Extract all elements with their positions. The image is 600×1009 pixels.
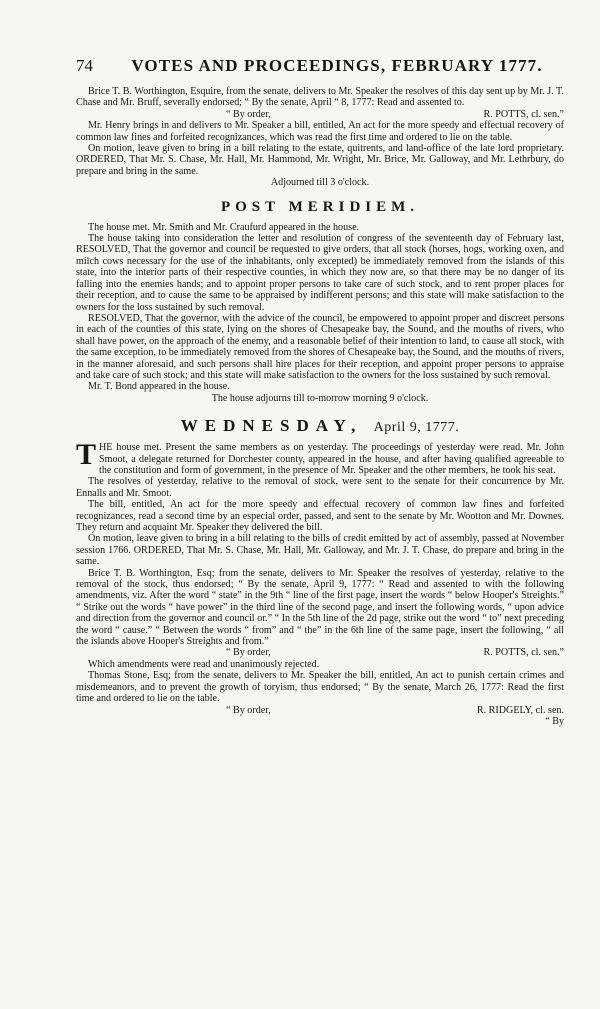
drop-cap: T [76, 438, 97, 472]
page-content [76, 56, 564, 727]
clerk-signature: R. POTTS, cl. sen.” [483, 647, 564, 659]
page-number: 74 [76, 56, 93, 75]
section-heading-wednesday [76, 416, 564, 436]
clerk-signature: R. POTTS, cl. sen.” [483, 108, 564, 120]
signature-line [76, 109, 564, 120]
paragraph: Which amendments were read and unanimously rejected. [88, 658, 320, 670]
paragraph [76, 438, 564, 476]
paragraph-text: HE house met. Present the same members as on yesterday. The proceedings of yesterday were read. Mr. John Smoot, a delegate returned for Dorchester county, appeared in the house, and after having qualified agreeable to the constitution and form of government, in the presence of Mr. Speaker and the other members, he took his seat. [99, 442, 564, 476]
section-heading-post-meridiem: POST MERIDIEM. [220, 198, 420, 215]
signature-line [76, 647, 564, 658]
signature-line [76, 705, 564, 716]
paragraph: Mr. Henry brings in and delivers to Mr. Speaker a bill, entitled, An act for the more speedy and effectual recovery of common law fines and forfeited recognizances, which was read the first time and ordered to lie on the table. [76, 120, 564, 143]
by-order: “ By order, [226, 108, 271, 120]
by-order: “ By order, [226, 647, 271, 659]
day-heading: WEDNESDAY, [180, 416, 363, 436]
date-heading: April 9, 1777. [373, 420, 460, 436]
paragraph: RESOLVED, That the governor, with the advice of the council, be empowered to appoint proper and discreet persons in each of the counties of this state, lying on the shores of Chesapeake bay, the Sound, and the mouths of rivers, who shall have power, on the approach of the enemy, and a reasonable belief of their intention to land, to cause all stock, with the same exception, to be immediately removed from the shores of Chesapeake bay, the Sound, and the mouths of rivers, in the manner aforesaid, and such persons shall hire places for their reception, and appoint proper persons to appraise and take care of such stock; and this state will make satisfaction to the owners for the loss sustained by such removal. [76, 312, 564, 381]
paragraph: Brice T. B. Worthington, Esquire, from the senate, delivers to Mr. Speaker the resolves of this day sent up by Mr. J. T. Chase and Mr. Bruff, severally endorsed; “ By the senate, April “ 8, 1777: Read and assented to. [76, 86, 564, 109]
paragraph: Mr. T. Bond appeared in the house. [88, 381, 230, 393]
adjournment: The house adjourns till to-morrow morning 9 o'clock. [211, 392, 429, 404]
running-title: VOTES AND PROCEEDINGS, FEBRUARY 1777. [131, 56, 543, 75]
paragraph: On motion, leave given to bring in a bill relating to the bills of credit emitted by act of assembly, passed at November session 1766. ORDERED, That Mr. S. Chase, Mr. Hall, Mr. Galloway, and Mr. J. T. Chase, do prepare and bring in the same. [76, 533, 564, 568]
clerk-signature: R. RIDGELY, cl. sen. [476, 704, 564, 716]
paragraph: The resolves of yesterday, relative to the removal of stock, were sent to the senate for their concurrence by Mr. Ennalls and Mr. Smoot. [76, 476, 564, 499]
by-order: “ By order, [226, 704, 271, 716]
page-header [76, 56, 564, 76]
paragraph: Thomas Stone, Esq; from the senate, delivers to Mr. Speaker the bill, entitled, An act to punish certain crimes and misdemeanors, and to prevent the growth of toryism, thus endorsed; “ By the senate, March 26, 1777: Read the first time and ordered to lie on the table. [76, 670, 564, 705]
paragraph: On motion, leave given to bring in a bill relating to the estate, quitrents, and land-office of the late lord proprietary. ORDERED, That Mr. S. Chase, Mr. Hall, Mr. Hammond, Mr. Wright, Mr. Brice, Mr. Galloway, and Mr. Lethrbury, do prepare and bring in the same. [76, 143, 564, 177]
paragraph: The house taking into consideration the letter and resolution of congress of the seventeenth day of February last, RESOLVED, That the governor and council be requested to give orders, that all stock (horses, hogs, working oxen, and milch cows necessary for the use of the inhabitants, only excepted) be immediately removed from the islands of this state, into the interior parts of their respective counties, in which they now are, so that there may be no danger of its falling into the enemies hands; and to appoint proper persons to take care of such stock, and to rent proper places for their reception, and to cause the same to be appraised by indifferent persons; and this state will make satisfaction to the owners for the loss sustained by such removal. [76, 233, 564, 313]
catchword: “ By [545, 715, 564, 727]
paragraph: The bill, entitled, An act for the more speedy and effectual recovery of common law fines and forfeited recognizances, read a second time by an especial order, passed, and sent to the senate by Mr. Wootton and Mr. Downes. They return and acquaint Mr. Speaker they delivered the bill. [76, 499, 564, 533]
adjournment: Adjourned till 3 o'clock. [270, 177, 370, 189]
paragraph: The house met. Mr. Smith and Mr. Craufurd appeared in the house. [88, 221, 360, 233]
paragraph: Brice T. B. Worthington, Esq; from the senate, delivers to Mr. Speaker the resolves of yesterday, relative to the removal of the stock, thus endorsed; “ By the senate, April 9, 1777: “ Read and assented to with the following amendments, viz. After the word “ state” in the 9th “ line of the first page, insert the words “ below Hooper's Streights.” “ Strike out the words “ have power” in the third line of the second page, and insert the following words, “ upon advice and direction from the governor and council or.” “ In the 5th line of the 2d page, strike out the word “ to” next preceding the word “ cause.” “ Between the words “ from” and “ the” in the 6th line of the same page, insert the following, “ all the islands above Hooper's Streights and from.” [76, 567, 564, 648]
